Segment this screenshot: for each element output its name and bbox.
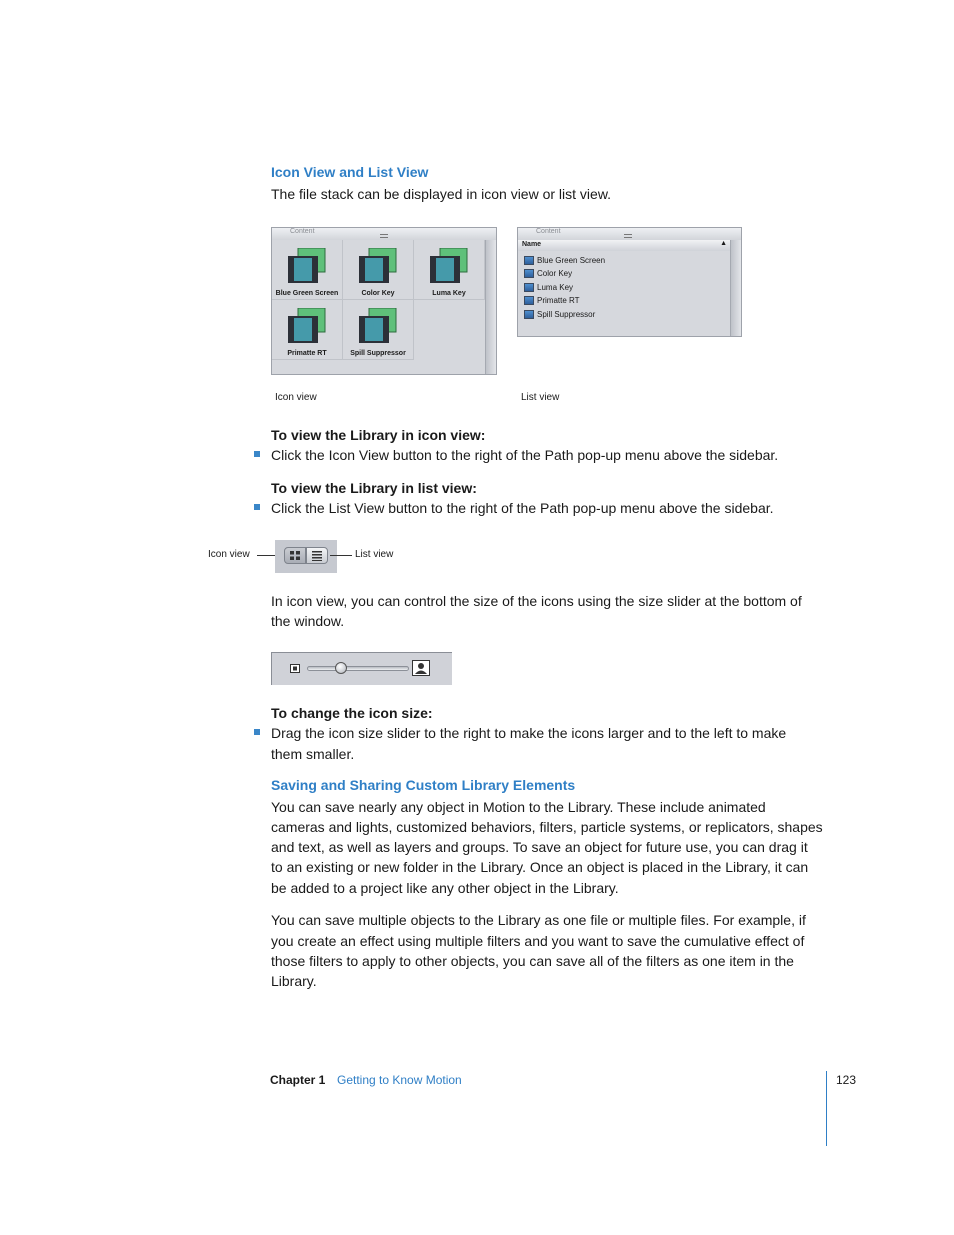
intro-paragraph: The file stack can be displayed in icon view or list view. xyxy=(271,186,612,202)
multiple-objects-paragraph-line: those filters to apply to other objects, you can save all of the filters as one item in the xyxy=(271,953,794,969)
footer-chapter: Chapter 1 xyxy=(270,1073,326,1087)
small-icon-size-icon xyxy=(290,664,300,673)
saving-paragraph-line: be added to a project like any other object in the Library. xyxy=(271,880,619,896)
change-size-task-title: To change the icon size: xyxy=(271,705,433,721)
filter-file-icon xyxy=(524,296,534,305)
icon-tile[interactable] xyxy=(343,240,414,300)
icon-view-caption: Icon view xyxy=(275,392,317,403)
multiple-objects-paragraph-line: You can save multiple objects to the Library as one file or multiple files. For example, if xyxy=(271,912,806,928)
bullet-icon xyxy=(254,451,260,457)
saving-paragraph-line: to an existing or new folder in the Library. Once an object is placed in the Library, it can xyxy=(271,859,809,875)
size-paragraph-line: In icon view, you can control the size of the icons using the size slider at the bottom of xyxy=(271,593,802,609)
tile-label: Spill Suppressor xyxy=(350,350,406,357)
bullet-icon xyxy=(254,729,260,735)
list-view-caption: List view xyxy=(521,392,560,403)
change-size-step-line: them smaller. xyxy=(271,746,355,762)
icon-tile[interactable] xyxy=(414,240,485,300)
icon-tile[interactable] xyxy=(272,300,343,360)
tile-label: Color Key xyxy=(361,290,395,297)
list-view-button[interactable] xyxy=(306,547,328,564)
footer-chapter-title: Getting to Know Motion xyxy=(337,1073,462,1087)
list-view-step: Click the List View button to the right of the Path pop-up menu above the sidebar. xyxy=(271,500,774,516)
list-icon xyxy=(307,548,327,563)
multiple-objects-paragraph-line: Library. xyxy=(271,973,317,989)
vertical-scrollbar[interactable] xyxy=(485,240,496,374)
filter-film-icon xyxy=(357,248,397,284)
footer-divider xyxy=(826,1071,827,1146)
grid-icon xyxy=(285,548,305,563)
list-item[interactable] xyxy=(524,308,595,321)
icon-tile[interactable] xyxy=(272,240,343,300)
callout-leader-line xyxy=(330,555,352,556)
view-buttons-screenshot xyxy=(275,540,337,573)
sort-ascending-icon: ▲ xyxy=(720,240,727,247)
filter-file-icon xyxy=(524,310,534,319)
list-item-label: Primatte RT xyxy=(537,296,580,305)
list-item-label: Color Key xyxy=(537,269,573,278)
icon-tile[interactable] xyxy=(343,300,414,360)
filter-film-icon xyxy=(357,308,397,344)
icon-grid xyxy=(272,240,486,374)
section-heading-icon-list-view: Icon View and List View xyxy=(271,164,429,180)
filter-file-icon xyxy=(524,283,534,292)
list-item[interactable] xyxy=(524,294,580,307)
page-number: 123 xyxy=(836,1073,857,1087)
tile-label: Blue Green Screen xyxy=(275,290,339,297)
icon-view-task-title: To view the Library in icon view: xyxy=(271,427,486,443)
filter-file-icon xyxy=(524,256,534,265)
list-item[interactable] xyxy=(524,281,573,294)
saving-paragraph-line: You can save nearly any object in Motion to the Library. These include animated xyxy=(271,799,766,815)
list-item-label: Luma Key xyxy=(537,283,574,292)
filter-film-icon xyxy=(428,248,468,284)
list-item[interactable] xyxy=(524,254,605,267)
resize-grip-icon xyxy=(380,234,388,238)
icon-view-button[interactable] xyxy=(284,547,306,564)
large-icon-size-icon xyxy=(412,660,430,676)
panel-header-text: Content xyxy=(290,228,315,235)
icon-view-screenshot xyxy=(271,227,497,375)
size-paragraph-line: the window. xyxy=(271,613,345,629)
tile-label: Luma Key xyxy=(432,290,466,297)
icon-size-slider-knob[interactable] xyxy=(335,662,347,674)
saving-paragraph-line: and text, as well as layers and groups. To save an object for future use, you can drag it xyxy=(271,839,808,855)
icon-view-callout-label: Icon view xyxy=(208,549,250,560)
icon-view-step: Click the Icon View button to the right of the Path pop-up menu above the sidebar. xyxy=(271,447,779,463)
list-body xyxy=(518,251,731,336)
list-view-task-title: To view the Library in list view: xyxy=(271,480,477,496)
tile-label: Primatte RT xyxy=(287,350,327,357)
list-item-label: Spill Suppressor xyxy=(537,310,596,319)
list-view-callout-label: List view xyxy=(355,549,394,560)
list-item[interactable] xyxy=(524,267,572,280)
size-slider-screenshot xyxy=(271,652,452,685)
saving-paragraph-line: cameras and lights, customized behaviors, filters, particle systems, or replicators, shapes xyxy=(271,819,823,835)
section-heading-saving-sharing: Saving and Sharing Custom Library Elements xyxy=(271,777,576,793)
filter-film-icon xyxy=(286,308,326,344)
list-view-screenshot xyxy=(517,227,742,337)
change-size-step-line: Drag the icon size slider to the right to make the icons larger and to the left to make xyxy=(271,725,787,741)
vertical-scrollbar[interactable] xyxy=(730,240,741,336)
bullet-icon xyxy=(254,504,260,510)
icon-size-slider-track[interactable] xyxy=(307,666,409,671)
filter-file-icon xyxy=(524,269,534,278)
resize-grip-icon xyxy=(624,234,632,238)
list-item-label: Blue Green Screen xyxy=(537,256,606,265)
filter-film-icon xyxy=(286,248,326,284)
multiple-objects-paragraph-line: you create an effect using multiple filters and you want to save the cumulative effect of xyxy=(271,933,805,949)
column-name-label: Name xyxy=(522,241,542,248)
panel-header-text: Content xyxy=(536,228,561,235)
